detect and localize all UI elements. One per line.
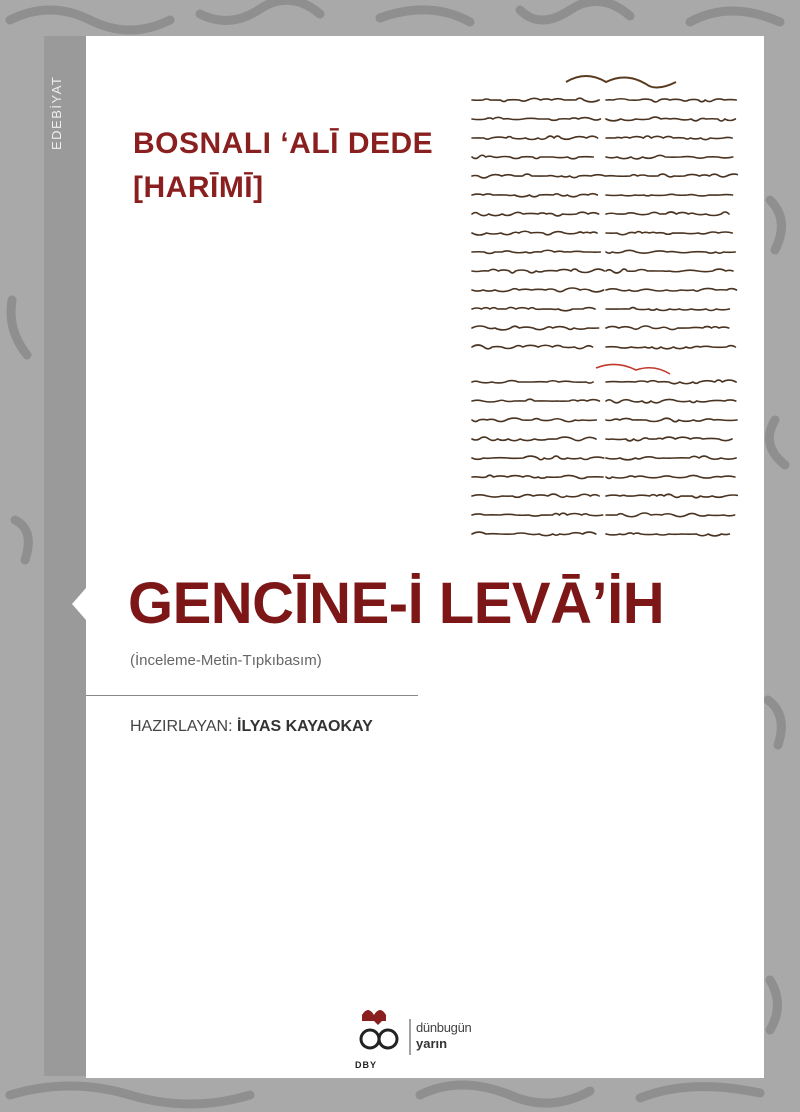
publisher-logo-icon [348,1005,508,1065]
manuscript-image [466,66,738,544]
divider-line [86,695,418,696]
book-subtitle: (İnceleme-Metin-Tıpkıbasım) [130,652,322,669]
publisher-name-line-1: dünbugün [416,1020,472,1035]
author-line-2: [HARĪMĪ] [133,171,264,204]
author-line-1: BOSNALI ‘ALĪ DEDE [133,127,434,160]
spine-genre-label: EDEBİYAT [49,75,64,150]
book-title: GENCĪNE-İ LEVĀ’İH [128,571,665,636]
publisher-name-line-2: yarın [416,1036,448,1051]
editor-label: HAZIRLAYAN: [130,718,233,735]
editor-name: İLYAS KAYAOKAY [237,718,373,735]
title-pointer-notch [72,588,86,620]
editor-credit [130,718,373,736]
author-name [133,122,463,210]
book-spine-strip [44,36,86,1076]
publisher-logo-text: DBY [355,1060,378,1070]
